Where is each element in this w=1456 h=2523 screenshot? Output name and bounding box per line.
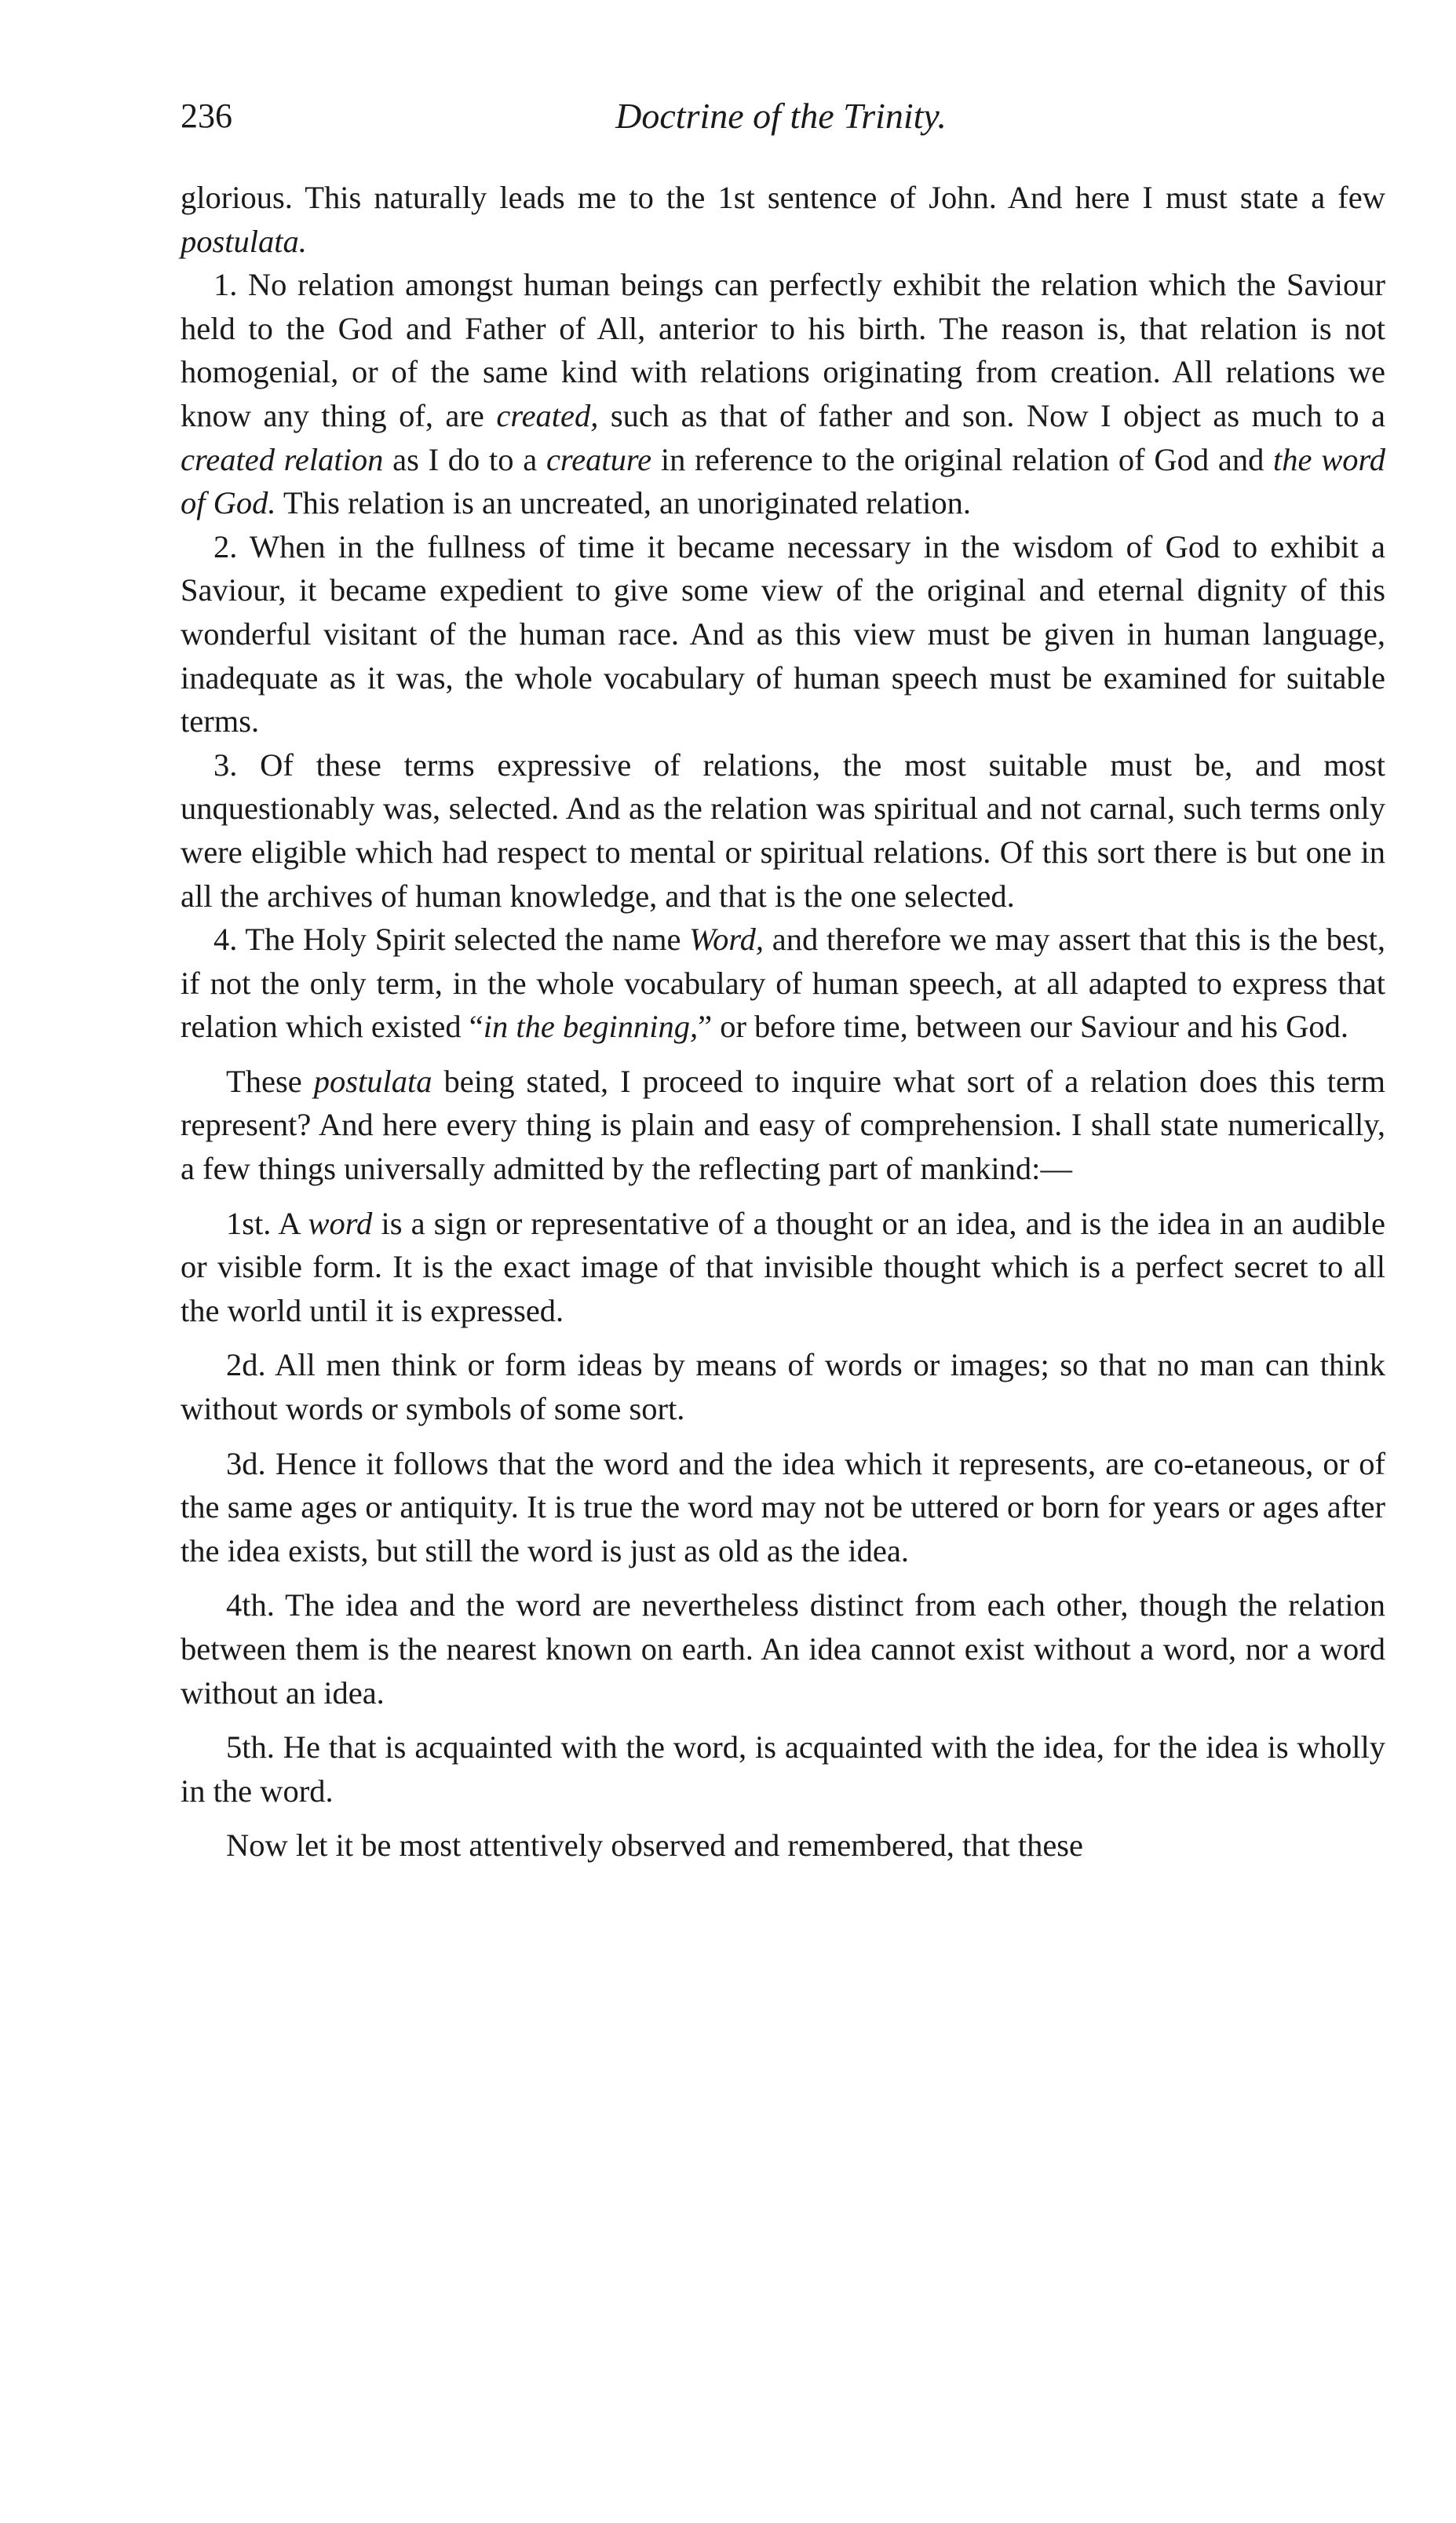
paragraph-postulate-1: 1. No relation amongst human beings can perfectly exhibit the relation which the Saviour held to the God and Father of All, anterior to his birth. The reason is, that relation is not homogenial, or of the same kind with relations originating from creation. All relations we know any thing of, are created, such as that of father and son. Now I object as much to a created relation as I do to a creature in reference to the original relation of God and the word of God. This relation is an uncreated, an unoriginated relation. (181, 267, 1386, 521)
page-number: 236 (181, 97, 232, 135)
paragraph-point-1st: 1st. A word is a sign or representative of a thought or an idea, and is the idea in an audible or visible form. It is the exact image of that invisible thought which is a perfect secret to all the world until it is expressed. (181, 1205, 1385, 1328)
paragraph-intro: glorious. This naturally leads me to the 1st sentence of John. And here I must state a few postulata. (181, 180, 1385, 259)
page-header (181, 93, 1381, 148)
paragraph-postulate-3: 3. Of these terms expressive of relations, the most suitable must be, and most unquestionably was, selected. And as the relation was spiritual and not carnal, such terms only were eligible which had respect to mental or spiritual relations. Of this sort there is but one in all the archives of human knowledge, and that is the one selected. (181, 747, 1385, 914)
paragraph-postulate-2: 2. When in the fullness of time it became necessary in the wisdom of God to exhibit a Saviour, it became expedient to give some view of the original and eternal dignity of this wonderful visitant of the human race. And as this view must be given in human language, inadequate as it was, the whole vocabulary of human speech must be examined for suitable terms. (181, 528, 1385, 739)
paragraph-point-5th: 5th. He that is acquainted with the word, is acquainted with the idea, for the idea is wholly in the word. (181, 1729, 1385, 1809)
paragraph-closing: Now let it be most attentively observed and remembered, that these (226, 1827, 1084, 1864)
running-title: Doctrine of the Trinity. (615, 96, 947, 136)
paragraph-point-4th: 4th. The idea and the word are nevertheless distinct from each other, though the relation between them is the nearest known on earth. An idea cannot exist without a word, nor a word without an idea. (181, 1587, 1385, 1711)
page-body (181, 176, 1385, 1868)
paragraph-point-3d: 3d. Hence it follows that the word and the idea which it represents, are co-etaneous, or of the same ages or antiquity. It is true the word may not be uttered or born for years or ages after the idea exists, but still the word is just as old as the idea. (181, 1445, 1385, 1568)
paragraph-inquiry: These postulata being stated, I proceed to inquire what sort of a relation does this term represent? And here every thing is plain and easy of comprehension. I shall state numerically, a few things universally admitted by the reflecting part of mankind:— (181, 1063, 1385, 1187)
paragraph-postulate-4: 4. The Holy Spirit selected the name Word, and therefore we may assert that this is the best, if not the only term, in the whole vocabulary of human speech, at all adapted to express that relation which existed “in the beginning,” or before time, between our Saviour and his God. (181, 922, 1385, 1045)
paragraph-point-2d: 2d. All men think or form ideas by means of words or images; so that no man can think without words or symbols of some sort. (181, 1347, 1385, 1427)
